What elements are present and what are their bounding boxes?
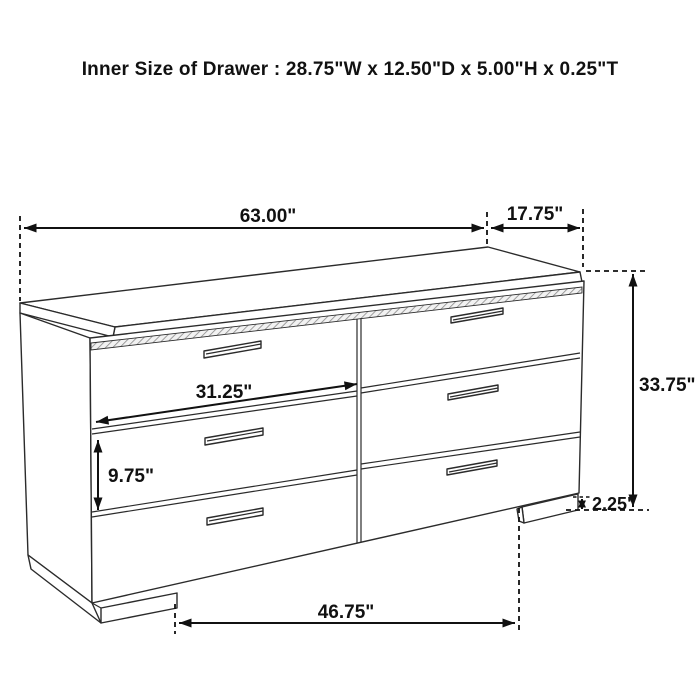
dimension-height <box>566 271 696 510</box>
base-span-label: 46.75" <box>317 602 375 623</box>
height-label: 33.75" <box>639 375 696 396</box>
dresser-drawing <box>20 247 584 623</box>
diagram-title: Inner Size of Drawer : 28.75"W x 12.50"D x 5.00"H x 0.25"T <box>81 59 619 80</box>
base-height-label: 2.25" <box>592 494 636 514</box>
base-leg-right-cap <box>517 507 524 523</box>
drawer-width-label: 31.25" <box>195 382 253 403</box>
top-depth-label: 17.75" <box>506 204 564 225</box>
dimension-base-height <box>573 494 636 514</box>
top-width-label: 63.00" <box>239 206 297 227</box>
drawer-height-label: 9.75" <box>108 466 154 487</box>
